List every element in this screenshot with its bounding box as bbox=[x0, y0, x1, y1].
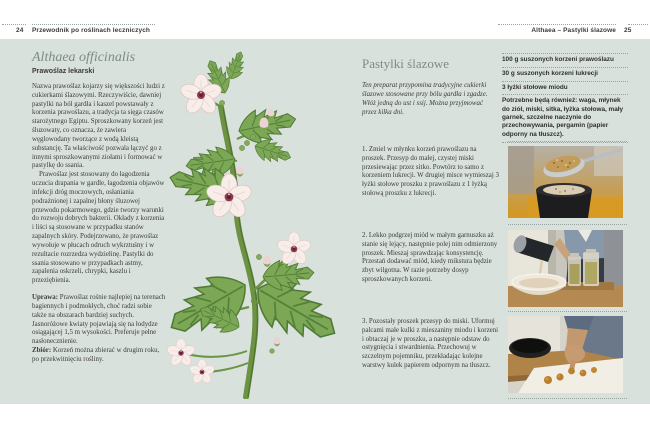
step-3-photo bbox=[508, 316, 623, 393]
header-rule-left-short bbox=[2, 24, 26, 25]
header-left-title: Przewodnik po roślinach leczniczych bbox=[32, 27, 151, 34]
photo-rule-1 bbox=[508, 141, 627, 142]
header-right-page-number: 25 bbox=[624, 27, 632, 34]
recipe-intro: Ten preparat przypomina tradycyjne cukierki ślazowe stosowane przy bólu gardła i zgadze. Włóż jedną do ust i ssij. Można przyjmować przez kilka dni. bbox=[362, 82, 488, 116]
photo-rule-3 bbox=[508, 311, 627, 312]
cultivation-text: Prawoślaz rośnie najlepiej na terenach bagiennych i podmokłych, choć radzi sobie także na obszarach bardziej suchych. Jasnoróżowe kwiaty pojawiają się na łodydze osiągającej 1,5 m wysokości. Preferuje pełne nasłonecznienie. bbox=[32, 294, 166, 346]
recipe-step-1: 1. Zmiel w młynku korzeń prawoślazu na proszek. Przesyp do małej, czystej miski przesiewając przez sitko. Powtórz to samo z korzeniem lukrecji. W drugiej misce wymieszaj 3 łyżki stołowe proszku z prawoślazu z 1 łyżką stołową proszku z lukrecji. bbox=[362, 146, 499, 198]
ingredient-item: 100 g suszonych korzeni prawoślazu bbox=[502, 53, 628, 67]
ingredient-item: 30 g suszonych korzeni lukrecji bbox=[502, 67, 628, 81]
harvest-text: Korzeń można zbierać w drugim roku, po przekwitnięciu rośliny. bbox=[32, 347, 160, 363]
ingredients-list bbox=[502, 53, 628, 143]
recipe-step-3: 3. Pozostały proszek przesyp do miski. Uformuj palcami małe kulki z mieszaniny miodu i korzeni i obtaczaj je w proszku, a następnie odstaw do ostygnięcia i stwardnienia. Przechowuj w szczelnym pojemniku, przekładając kolejne warstwy kulek papierem odpornym na tłuszcz. bbox=[362, 318, 499, 370]
header-rule-left bbox=[32, 24, 155, 25]
page-content-panel bbox=[0, 39, 650, 404]
step-1-photo bbox=[508, 146, 623, 218]
header-rule-right bbox=[498, 24, 616, 25]
photo-rule-2 bbox=[508, 224, 627, 225]
header-left-page-number: 24 bbox=[16, 27, 24, 34]
plant-polish-name: Prawoślaz lekarski bbox=[32, 68, 95, 75]
description-paragraph-2: Prawoślaz jest stosowany do łagodzenia uczucia drapania w gardle, łagodzenia objawów infekcji dróg moczowych, osłaniania podrażnionej i zapalnej błony śluzowej przewodu pokarmowego, gdzie tworzy warunki do rozwoju dobrych bakterii. Okłady z korzenia i liści są stosowane w przypadku stanów zapalnych skóry. Podejrzewano, że prawoślaz wywołuje w płucach odruch wykrztuśny i w rezultacie rozrzedza wydzielinę. Pastylki do ssania stosowano w przypadkach astmy, zapalenia oskrzeli, chrypki, kaszlu i przeziębienia. bbox=[32, 171, 165, 285]
equipment-note: Potrzebne będą również: waga, młynek do ziół, miski, sitka, łyżka stołowa, mały garnek, szczelne naczynie do przechowywania, pergamin (papier odporny na tłuszcz). bbox=[502, 94, 628, 141]
photo-rule-4 bbox=[508, 398, 627, 399]
description-paragraph-1: Nazwa prawoślaz kojarzy się większości ludzi z cukierkami ślazowymi. Rzeczywiście, dawniej pastylki na ból gardła i kaszel powstawały z korzenia prawoślazu, a tradycja ta sięga czasów starożytnego Egiptu. Sproszkowany korzeń jest śluzowaty, co oznacza, że zawiera węglowodany tworzące z wodą kleistą substancję. Ta właściwość pozwala łączyć go z innymi sproszkowanymi ziołami i formować w pastylkę do ssania. bbox=[32, 83, 165, 170]
cultivation-label: Uprawa: bbox=[32, 294, 59, 302]
header-right-title: Althaea – Pastylki ślazowe bbox=[531, 27, 616, 34]
plant-latin-title: Althaea officinalis bbox=[32, 50, 136, 65]
ingredient-item: 3 łyżki stołowe miodu bbox=[502, 81, 628, 95]
recipe-step-2: 2. Lekko podgrzej miód w małym garnuszku aż stanie się lejący, następnie polej nim odmierzony proszek. Mieszaj sprawdzając konsystencję. Przestań dodawać miód, kiedy mikstura będzie zbyt wilgotna. W razie potrzeby dosyp sproszkowanych korzeni. bbox=[362, 232, 498, 284]
harvest-label: Zbiór: bbox=[32, 347, 52, 355]
recipe-title: Pastylki ślazowe bbox=[362, 56, 450, 71]
step-2-photo bbox=[508, 230, 623, 307]
plant-illustration bbox=[143, 51, 361, 399]
header-rule-right-short bbox=[628, 24, 648, 25]
